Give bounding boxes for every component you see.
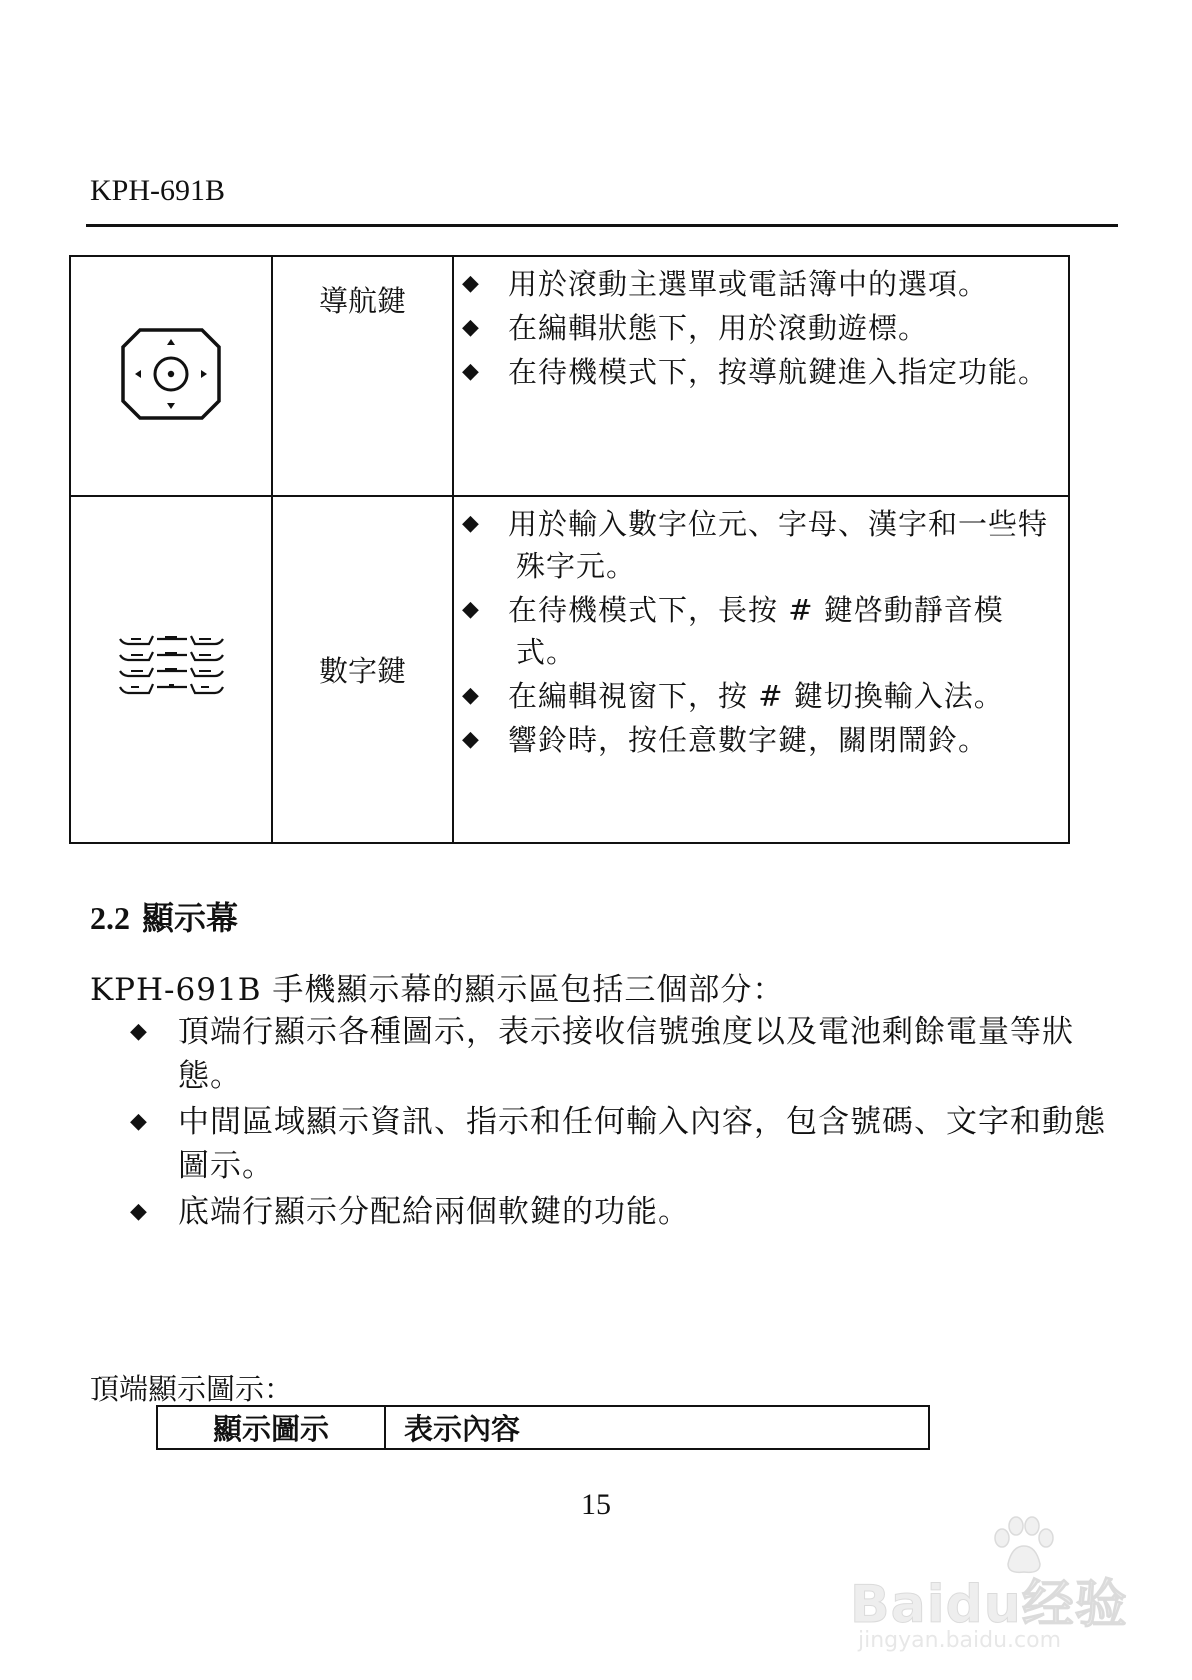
navigation-key-icon [120, 406, 222, 425]
list-item: ◆ 在編輯視窗下，按 # 鍵切換輸入法。 [508, 675, 1052, 717]
list-item: ◆ 在編輯狀態下，用於滾動遊標。 [508, 307, 1052, 349]
description-cell [453, 496, 1069, 843]
diamond-bullet-icon: ◆ [130, 1199, 148, 1224]
list-item: ◆ 頂端行顯示各種圖示，表示接收信號強度以及電池剩餘電量等狀態。 [130, 1010, 1120, 1098]
icon-cell [70, 256, 272, 496]
keys-table [69, 255, 1070, 844]
table-header-row [157, 1406, 929, 1449]
table-row [70, 496, 1069, 843]
baidu-watermark [850, 1516, 1140, 1666]
diamond-bullet-icon: ◆ [462, 271, 480, 296]
list-item: ◆ 在待機模式下，長按 # 鍵啓動靜音模式。 [508, 589, 1052, 673]
watermark-url: jingyan.baidu.com [858, 1628, 1062, 1653]
diamond-bullet-icon: ◆ [462, 359, 480, 384]
diamond-bullet-icon: ◆ [130, 1109, 148, 1134]
numeric-keypad-icon [117, 688, 225, 707]
description-cell [453, 256, 1069, 496]
document-header-title: KPH-691B [90, 174, 226, 207]
key-name: 數字鍵 [272, 496, 453, 843]
diamond-bullet-icon: ◆ [130, 1019, 148, 1044]
section-heading [90, 893, 238, 939]
section-intro: KPH-691B 手機顯示幕的顯示區包括三個部分： [90, 972, 785, 1008]
page-number: 15 [581, 1488, 611, 1521]
list-item: ◆ 用於滾動主選單或電話簿中的選項。 [508, 263, 1052, 305]
list-item: ◆ 在待機模式下，按導航鍵進入指定功能。 [508, 351, 1052, 393]
column-header: 表示內容 [385, 1406, 929, 1449]
table-row [70, 256, 1069, 496]
diamond-bullet-icon: ◆ [462, 597, 480, 622]
section-title: 顯示幕 [142, 899, 239, 937]
column-header: 顯示圖示 [157, 1406, 385, 1449]
diamond-bullet-icon: ◆ [462, 683, 480, 708]
top-icons-label: 頂端顯示圖示： [90, 1372, 294, 1406]
list-item: ◆ 中間區域顯示資訊、指示和任何輸入內容，包含號碼、文字和動態圖示。 [130, 1100, 1120, 1188]
top-icons-table [156, 1405, 930, 1450]
diamond-bullet-icon: ◆ [462, 511, 480, 536]
watermark-brand: Baidu经验 [850, 1575, 1128, 1635]
display-areas-list [130, 1010, 1120, 1236]
key-name: 導航鍵 [272, 256, 453, 496]
list-item: ◆ 響鈴時，按任意數字鍵，關閉鬧鈴。 [508, 719, 1052, 761]
icon-cell [70, 496, 272, 843]
section-number: 2.2 [90, 900, 130, 936]
diamond-bullet-icon: ◆ [462, 315, 480, 340]
diamond-bullet-icon: ◆ [462, 727, 480, 752]
list-item: ◆ 底端行顯示分配給兩個軟鍵的功能。 [130, 1190, 1120, 1234]
header-rule [86, 224, 1118, 227]
list-item: ◆ 用於輸入數字位元、字母、漢字和一些特殊字元。 [508, 503, 1052, 587]
